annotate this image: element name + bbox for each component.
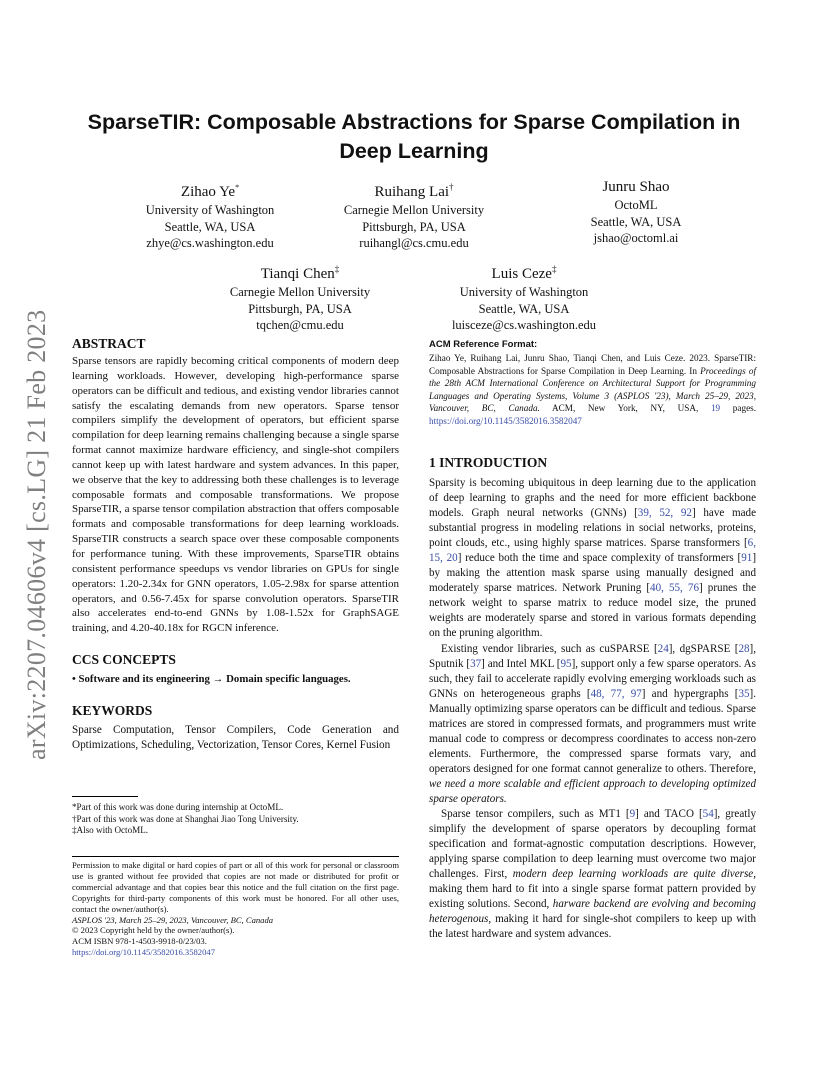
acm-ref-text <box>429 352 756 427</box>
intro-text: ] by making the attention mask sparse using manually designed and moderately sparse matrices. Network Pruning [ <box>429 552 757 595</box>
permission-venue: ASPLOS '23, March 25–29, 2023, Vancouver, BC, Canada <box>72 914 274 925</box>
author-mark: * <box>235 183 240 192</box>
author-location: Seattle, WA, USA <box>164 219 256 234</box>
citation-link[interactable]: 9 <box>629 808 636 821</box>
citation-link[interactable]: 39, 52, 92 <box>637 507 692 520</box>
intro-text: Existing vendor libraries, such as cuSPARSE [ <box>441 642 658 655</box>
citation-link[interactable]: 95 <box>560 657 572 670</box>
intro-paragraph-1 <box>429 476 756 642</box>
intro-text: Sparsity is becoming ubiquitous in deep learning due to the application of deep learning to graphs and the need for more efficient backbone models. Graph neural networks (GNNs) [ <box>429 477 756 520</box>
ccs-text: • Software and its engineering → Domain specific languages. <box>72 673 351 686</box>
ccs-heading: CCS CONCEPTS <box>72 652 176 668</box>
author-affiliation: Carnegie Mellon University <box>343 203 485 217</box>
acm-ref-part3: pages. <box>720 403 757 413</box>
author-location: Pittsburgh, PA, USA <box>362 219 466 234</box>
intro-text: ], support only a few sparse operators. As such, they fail to accelerate rapidly evolving emerging workloads such as GNNs on heterogeneous graphs [ <box>429 657 756 700</box>
abstract-text: Sparse tensors are rapidly becoming critical components of modern deep learning workloads. However, developing high-performance sparse operators can be difficult and tedious, and existing vendor libraries cannot satisfy the escalating demands from new operators. Sparse tensor compilers simplify the development of operators, but efficient sparse compilation for deep learning remains challenging because a single sparse format cannot maximize hardware efficiency, and single-shot compilers cannot keep up with latest hardware and system advances. In this paper, we observe that the key to addressing both these challenges is to leverage composable formats and composable transformations. We propose SparseTIR, a sparse tensor compilation abstraction that offers composable formats and composable transformations for deep learning workloads. SparseTIR constructs a search space over these composable components for performance tuning. With these improvements, SparseTIR obtains consistent performance speedups vs vendor libraries on GPUs for single operators: 1.20-2.34x for GNN operators, 1.05-2.98x for sparse attention operators, and 0.56-7.45x for sparse convolution operators. SparseTIR also accelerates end-to-end GNNs by 1.08-1.52x for GraphSAGE training, and 4.20-40.18x for RGCN inference. <box>72 355 399 635</box>
acm-ref-heading: ACM Reference Format: <box>429 339 538 350</box>
author-mark: ‡ <box>334 264 340 274</box>
title-line-1: SparseTIR: Composable Abstractions for Sparse Compilation in <box>87 110 741 134</box>
permission-block <box>72 860 399 958</box>
intro-paragraph-3 <box>429 807 756 942</box>
author-email: tqchen@cmu.edu <box>256 318 344 332</box>
citation-link[interactable]: 40, 55, 76 <box>650 582 700 595</box>
author-block-5 <box>424 260 624 334</box>
intro-emphasis: modern deep learning workloads are quite diverse, <box>512 868 756 881</box>
author-name: Tianqi Chen <box>260 266 335 282</box>
author-location: Seattle, WA, USA <box>478 301 570 316</box>
author-email: zhye@cs.washington.edu <box>146 236 274 250</box>
intro-paragraph-2 <box>429 642 756 808</box>
citation-link[interactable]: 28 <box>738 642 750 655</box>
author-mark: ‡ <box>551 264 557 274</box>
keywords-text: Sparse Computation, Tensor Compilers, Code Generation and Optimizations, Scheduling, Vectorization, Tensor Cores, Kernel Fusion <box>72 724 399 752</box>
intro-text: ] prunes the network weight to sparse matrix to reduce model size, the pruned weights are moderately sparse and stored in various formats depending on the pruning algorithm. <box>429 582 756 640</box>
citation-link[interactable]: 6, 15, 20 <box>429 537 756 565</box>
intro-emphasis: we need a more scalable and efficient approach to developing optimized sparse operators. <box>429 777 756 805</box>
citation-link[interactable]: 24 <box>657 642 669 655</box>
permission-text: Permission to make digital or hard copies of part or all of this work for personal or classroom use is granted without fee provided that copies are not made or distributed for profit or commercial advantage and that copies bear this notice and the full citation on the first page. Copyrights for third-party components of this work must be honored. For all other uses, contact the owner/author(s). <box>72 860 399 914</box>
intro-text: making them hard to fit into a single sparse format pattern provided by existing solutions. Second, <box>429 883 756 911</box>
intro-heading: 1 INTRODUCTION <box>429 455 548 470</box>
paper-title <box>60 108 768 166</box>
permission-doi-link[interactable]: https://doi.org/10.1145/3582016.3582047 <box>72 947 215 958</box>
abstract-heading: ABSTRACT <box>72 336 146 351</box>
permission-rule <box>72 856 399 857</box>
acm-ref-doi-link[interactable]: https://doi.org/10.1145/3582016.3582047 <box>429 415 582 426</box>
footnote-rule <box>72 796 138 797</box>
author-name: Junru Shao <box>602 179 670 195</box>
intro-text: ] and Intel MKL [ <box>481 657 561 670</box>
left-column <box>72 336 399 753</box>
footnote-1: *Part of this work was done during internship at OctoML. <box>72 802 284 812</box>
author-email: ruihangl@cs.cmu.edu <box>359 236 469 250</box>
author-name: Ruihang Lai <box>374 184 450 200</box>
intro-text: ], dgSPARSE [ <box>668 642 739 655</box>
right-column <box>429 339 756 942</box>
intro-text: making it hard for single-shot compilers to keep up with the latest hardware and system advances. <box>429 913 756 941</box>
permission-copyright: © 2023 Copyright held by the owner/author(s). <box>72 925 235 936</box>
footnote-2: †Part of this work was done at Shanghai Jiao Tong University. <box>72 813 299 824</box>
intro-text: ], Sputnik [ <box>429 642 757 670</box>
author-email: luisceze@cs.washington.edu <box>451 318 597 332</box>
author-email: jshao@octoml.ai <box>593 231 679 245</box>
author-block-4 <box>200 260 400 334</box>
author-location: Seattle, WA, USA <box>590 214 682 229</box>
permission-isbn: ACM ISBN 978-1-4503-9918-0/23/03. <box>72 936 207 947</box>
citation-link[interactable]: 91 <box>741 552 753 565</box>
author-location: Pittsburgh, PA, USA <box>248 301 352 316</box>
citation-link[interactable]: 54 <box>702 808 714 821</box>
author-block-1 <box>110 178 310 252</box>
footnote-3: ‡Also with OctoML. <box>72 825 149 836</box>
keywords-heading: KEYWORDS <box>72 703 153 719</box>
intro-text: Sparse tensor compilers, such as MT1 [ <box>441 808 630 821</box>
author-affiliation: University of Washington <box>145 203 275 217</box>
acm-ref-part1: Zihao Ye, Ruihang Lai, Junru Shao, Tianqi Chen, and Luis Ceze. 2023. SparseTIR: Composable Abstractions for Sparse Compilation in Deep Learning. In <box>429 353 756 376</box>
author-block-3 <box>536 178 736 247</box>
footnotes <box>72 802 399 837</box>
intro-text: ] have made substantial progress in modeling relations in social networks, proteins, point clouds, etc., using highly sparse matrices. Sparse transformers [ <box>429 507 757 550</box>
intro-text: ]. Manually optimizing sparse operators can be difficult and tedious. Sparse matrices are stored in compressed formats, and programmers must write manual code to compress or decompress coordinates to access non-zero elements. Furthermore, the compressed sparse formats vary, and operators designed for one format cannot generalize to others. Therefore, <box>429 687 756 775</box>
title-line-2: Deep Learning <box>339 139 489 163</box>
author-mark: † <box>449 182 454 192</box>
author-block-2 <box>314 178 514 252</box>
author-name: Luis Ceze <box>491 266 552 282</box>
intro-text: ] and hypergraphs [ <box>641 687 739 700</box>
citation-link[interactable]: 35 <box>738 687 750 700</box>
acm-ref-proceedings: Proceedings of the 28th ACM International Conference on Architectural Support for Programming Languages and Operating Systems, Volume 3 (ASPLOS '23), March 25–29, 2023, Vancouver, BC, Canada. <box>429 365 756 413</box>
intro-text: ], greatly simplify the development of sparse operators by decoupling format specification and format-agnostic computation descriptions. However, applying sparse compilation to deep learning must overcome two major challenges. First, <box>429 808 756 881</box>
intro-emphasis: harware backend are evolving and becoming heterogenous, <box>429 898 756 926</box>
acm-ref-part2: ACM, New York, NY, USA, <box>539 403 711 413</box>
citation-link[interactable]: 37 <box>470 657 482 670</box>
author-affiliation: Carnegie Mellon University <box>229 285 371 299</box>
citation-link[interactable]: 48, 77, 97 <box>590 687 642 700</box>
arxiv-stamp: arXiv:2207.04606v4 [cs.LG] 21 Feb 2023 <box>22 309 51 760</box>
author-affiliation: OctoML <box>614 198 658 212</box>
intro-text: ] and TACO [ <box>635 808 703 821</box>
author-affiliation: University of Washington <box>459 285 589 299</box>
acm-ref-pages-link[interactable]: 19 <box>710 403 721 413</box>
author-name: Zihao Ye <box>180 184 236 200</box>
intro-text: ] reduce both the time and space complexity of transformers [ <box>457 552 742 565</box>
